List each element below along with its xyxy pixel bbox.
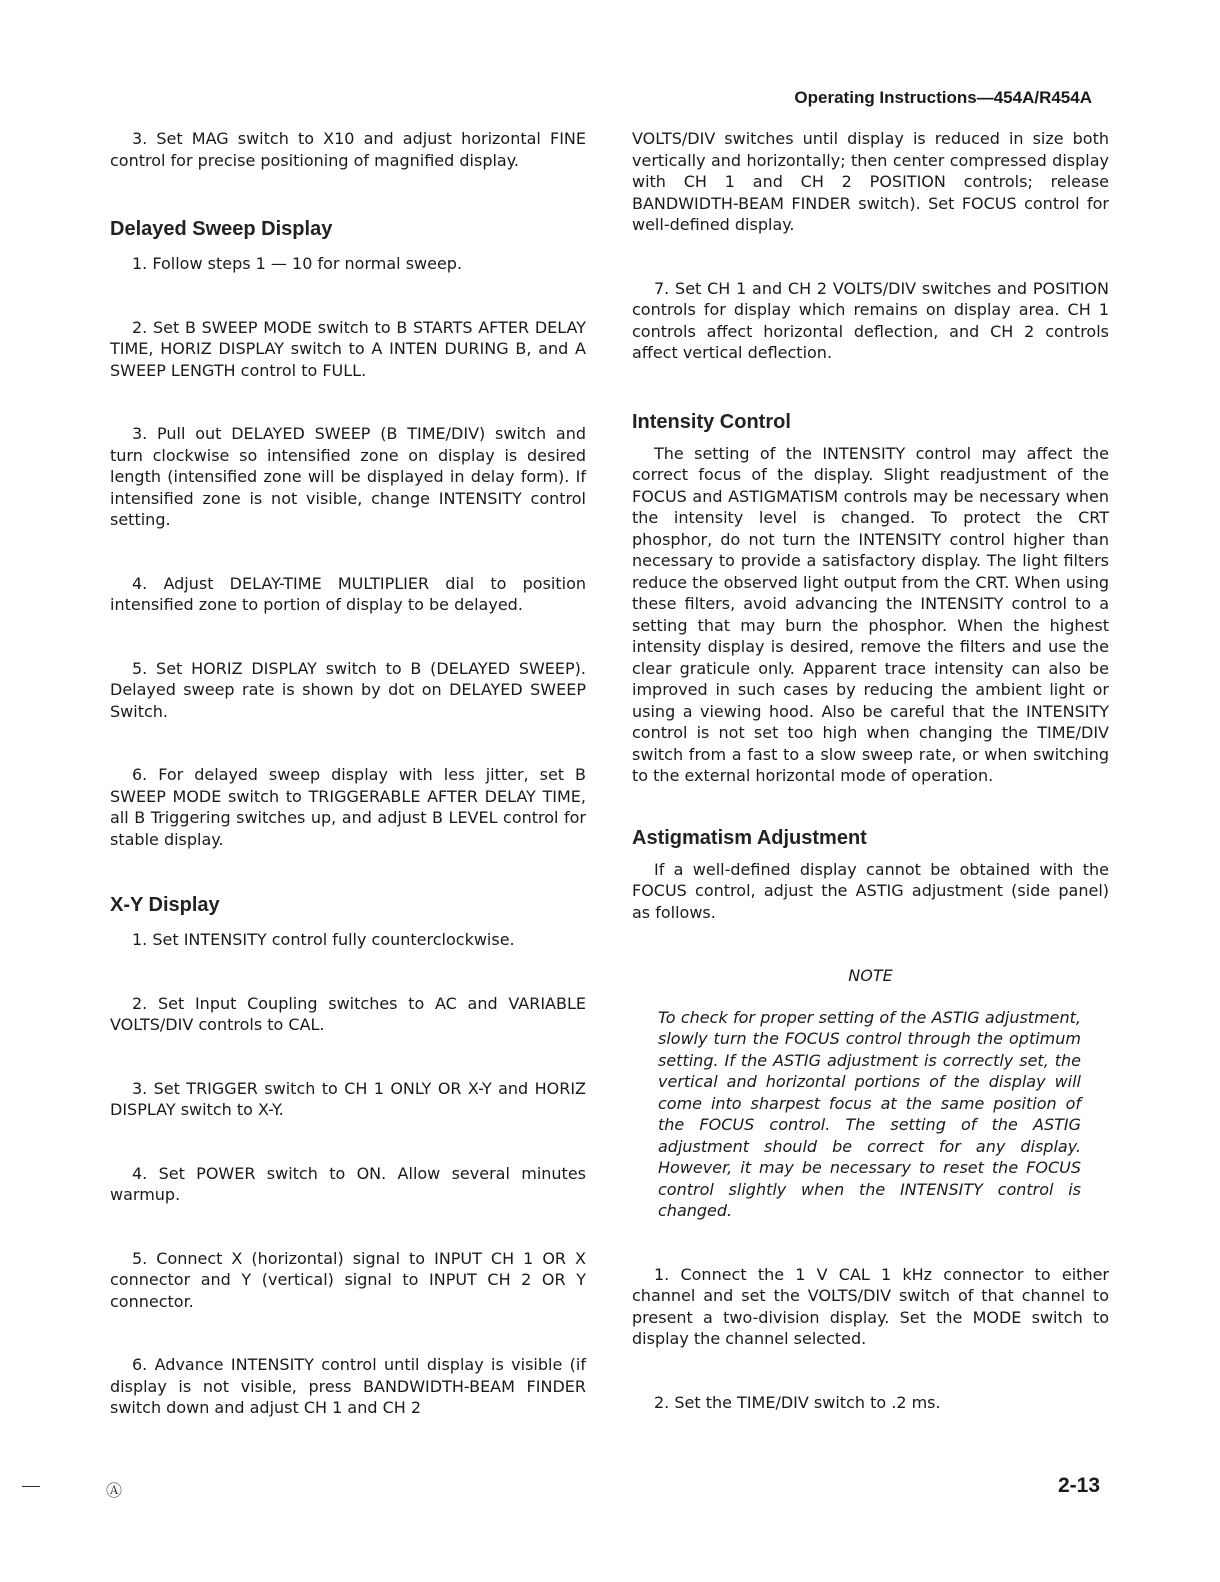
section-heading-delayed-sweep: Delayed Sweep Display — [110, 218, 333, 240]
step-item: 1. Follow steps 1 — 10 for normal sweep. — [132, 254, 463, 273]
section-heading-xy: X-Y Display — [110, 894, 220, 916]
right-column — [632, 128, 1109, 1413]
note-body: To check for proper setting of the ASTIG adjustment, slowly turn the FOCUS control through the optimum setting. If the ASTIG adjustment is correctly set, the vertical and horizontal portions of the display will come into sharpest focus at the same position of the FOCUS control. The setting of the ASTIG adjustment should be correct for any display. However, it may be necessary to reset the FOCUS control slightly when the INTENSITY control is changed. — [658, 1007, 1081, 1220]
step-item: 2. Set Input Coupling switches to AC and VARIABLE VOLTS/DIV controls to CAL. — [110, 993, 586, 1034]
step-item: 6. Advance INTENSITY control until display is visible (if display is not visible, press BANDWIDTH-BEAM FINDER switch down and adjust CH 1 and CH 2 — [110, 1355, 586, 1417]
step-item: 2. Set B SWEEP MODE switch to B STARTS AFTER DELAY TIME, HORIZ DISPLAY switch to A INTEN DURING B, and A SWEEP LENGTH control to FULL. — [110, 317, 586, 380]
paragraph: 3. Set MAG switch to X10 and adjust horizontal FINE control for precise positioning of magnified display. — [110, 129, 586, 170]
step-item: 3. Pull out DELAYED SWEEP (B TIME/DIV) switch and turn clockwise so intensified zone on display is desired length (intensified zone will be displayed in delay form). If intensified zone is not visible, change INTENSITY control setting. — [110, 424, 586, 529]
step-item: 5. Set HORIZ DISPLAY switch to B (DELAYED SWEEP). Delayed sweep rate is shown by dot on DELAYED SWEEP Switch. — [110, 658, 586, 721]
step-item: 2. Set the TIME/DIV switch to .2 ms. — [654, 1392, 941, 1412]
section-heading-astigmatism: Astigmatism Adjustment — [632, 826, 867, 849]
step-item: 6. For delayed sweep display with less jitter, set B SWEEP MODE switch to TRIGGERABLE AFTER DELAY TIME, all B Triggering switches up, and adjust B LEVEL control for stable display. — [110, 765, 586, 849]
page-number: 2-13 — [1057, 1474, 1100, 1497]
step-item: 5. Connect X (horizontal) signal to INPUT CH 1 OR X connector and Y (vertical) signal to INPUT CH 2 OR Y connector. — [110, 1248, 586, 1311]
step-item: 3. Set TRIGGER switch to CH 1 ONLY OR X-Y and HORIZ DISPLAY switch to X-Y. — [110, 1078, 586, 1119]
running-header: Operating Instructions—454A/R454A — [794, 88, 1092, 107]
section-heading-intensity: Intensity Control — [632, 410, 791, 433]
left-column — [110, 128, 586, 1419]
step-item: 7. Set CH 1 and CH 2 VOLTS/DIV switches and POSITION controls for display which remains on display area. CH 1 controls affect horizontal deflection, and CH 2 controls affect vertical deflection. — [632, 278, 1109, 362]
step-item: 1. Set INTENSITY control fully counterclockwise. — [132, 930, 515, 949]
revision-mark: Ⓐ — [106, 1481, 123, 1500]
step-item: 1. Connect the 1 V CAL 1 kHz connector to either channel and set the VOLTS/DIV switch of that channel to present a two-division display. Set the MODE switch to display the channel selected. — [632, 1264, 1109, 1348]
margin-dash — [22, 1486, 40, 1487]
step-item: 4. Set POWER switch to ON. Allow several minutes warmup. — [110, 1163, 586, 1204]
step-item: 4. Adjust DELAY-TIME MULTIPLIER dial to position intensified zone to portion of display to be delayed. — [110, 573, 586, 614]
note-title: NOTE — [848, 966, 893, 985]
continued-paragraph: VOLTS/DIV switches until display is reduced in size both vertically and horizontally; then center compressed display with CH 1 and CH 2 POSITION controls; release BANDWIDTH-BEAM FINDER switch). Set FOCUS control for well-defined display. — [632, 129, 1109, 234]
paragraph: The setting of the INTENSITY control may affect the correct focus of the display. Slight readjustment of the FOCUS and ASTIGMATISM controls may be necessary when the intensity level is changed. To protect the CRT phosphor, do not turn the INTENSITY control higher than necessary to provide a satisfactory display. The light filters reduce the observed light output from the CRT. When using these filters, avoid advancing the INTENSITY control to a setting that may burn the phosphor. When the highest intensity display is desired, remove the filters and use the clear graticule only. Apparent trace intensity can also be improved in such cases by reducing the ambient light or using a viewing hood. Also be careful that the INTENSITY control is not set too high when changing the TIME/DIV switch from a fast to a slow sweep rate, or when switching to the external horizontal mode of operation. — [632, 443, 1109, 785]
paragraph: If a well-defined display cannot be obtained with the FOCUS control, adjust the ASTIG adjustment (side panel) as follows. — [632, 859, 1109, 922]
